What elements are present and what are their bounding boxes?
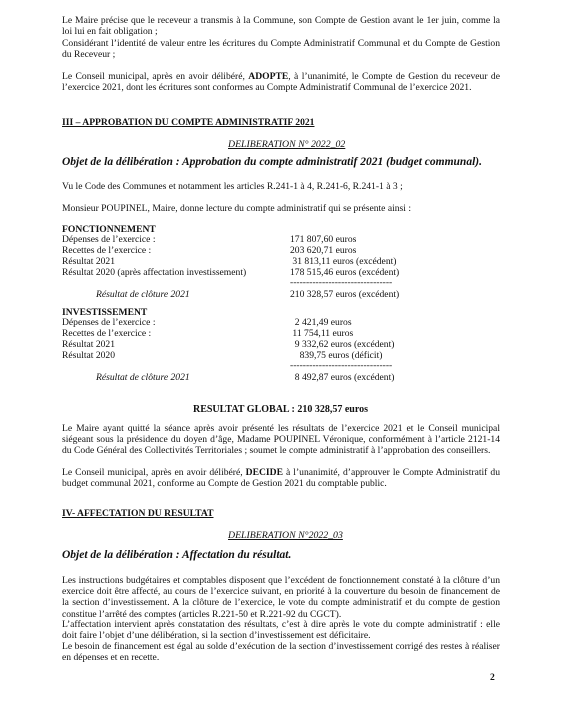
adopte-keyword: ADOPTE: [248, 71, 289, 82]
section-4-heading: IV- AFFECTATION DU RESULTAT: [62, 508, 214, 519]
section-4-paragraph-besoin: Le besoin de financement est égal au solde d’exécution de la section d’investissement corrigé des restes à réaliser en dépenses et en recette.: [62, 641, 500, 664]
invest-label: Résultat 2020: [62, 350, 116, 361]
section-3-objet: Objet de la délibération : Approbation du compte administratif 2021 (budget communal).: [62, 156, 482, 168]
invest-label: Recettes de l’exercice :: [62, 328, 152, 339]
section-4-paragraph-instructions: Les instructions budgétaires et comptables disposent que l’excédent de fonctionnement constaté à la clôture d’un exercice doit être affecté, au cours de l’exercice suivant, en priorité à la couverture du besoin de financement de la section d’investissement. A la clôture de l’exercice, le vote du compte administratif et du compte de gestion constitue l’arrêté des comptes (articles R.221-50 et R.221-92 du CGCT).: [62, 575, 500, 620]
fonct-value: 31 813,11 euros (excédent): [290, 256, 397, 267]
invest-label: Dépenses de l’exercice :: [62, 317, 156, 328]
section-3-paragraph-doyen: Le Maire ayant quitté la séance après avoir présenté les résultats de l’exercice 2021 et le Conseil municipal siégeant sous la présidence du doyen d’âge, Madame POUPINEL Véronique, conformément à l’article 2121-14 du Code Général des Collectivités Territoriales ; soumet le compte administratif à l’approbation des conseillers.: [62, 423, 500, 457]
invest-value: 9 332,62 euros (excédent): [290, 339, 395, 350]
section-3-lecture: Monsieur POUPINEL, Maire, donne lecture du compte administratif qui se présente ainsi :: [62, 203, 412, 214]
resultat-global: RESULTAT GLOBAL : 210 328,57 euros: [192, 404, 369, 415]
section-4-objet: Objet de la délibération : Affectation du résultat.: [62, 549, 292, 561]
fonct-label: Résultat 2021: [62, 256, 116, 267]
section-4-paragraph-affectation: L’affectation intervient après constatation des résultats, c’est à dire après le vote du compte administratif : elle doit faire l’objet d’une délibération, si la section d’investissement est déficitaire.: [62, 619, 500, 642]
intro-paragraph-adopte: Le Conseil municipal, après en avoir délibéré, ADOPTE, à l’unanimité, le Compte de Gestion du receveur de l’exercice 2021, dont les écritures sont conformes au Compte Administratif Communal de l’exercice 2021.: [62, 71, 500, 94]
invest-value: 2 421,49 euros: [290, 317, 352, 328]
section-3-paragraph-decide: Le Conseil municipal, après en avoir délibéré, DECIDE à l’unanimité, d’approuver le Compte Administratif du budget communal 2021, conforme au Compte de Gestion 2021 du comptable public.: [62, 467, 500, 490]
fonct-label: Recettes de l’exercice :: [62, 245, 152, 256]
invest-value: 839,75 euros (déficit): [290, 350, 383, 361]
invest-cloture-label: Résultat de clôture 2021: [96, 372, 190, 383]
invest-separator: --------------------------------: [290, 360, 393, 371]
section-3-deliberation-number: DELIBERATION N° 2022_02: [228, 139, 346, 150]
fonct-value: 203 620,71 euros: [290, 245, 357, 256]
fonct-label: Dépenses de l’exercice :: [62, 234, 156, 245]
fonct-cloture-value: 210 328,57 euros (excédent): [290, 289, 400, 300]
fonct-label: Résultat 2020 (après affectation investissement): [62, 267, 247, 278]
invest-label: Résultat 2021: [62, 339, 116, 350]
page-number: 2: [490, 672, 495, 683]
fonct-value: 171 807,60 euros: [290, 234, 357, 245]
section-3-heading: III – APPROBATION DU COMPTE ADMINISTRATIF 2021: [62, 117, 315, 128]
investissement-title: INVESTISSEMENT: [62, 307, 148, 318]
fonctionnement-title: FONCTIONNEMENT: [62, 224, 156, 235]
fonct-separator: --------------------------------: [290, 277, 393, 288]
fonct-value: 178 515,46 euros (excédent): [290, 267, 400, 278]
invest-value: 11 754,11 euros: [290, 328, 354, 339]
fonct-cloture-label: Résultat de clôture 2021: [96, 289, 190, 300]
invest-cloture-value: 8 492,87 euros (excédent): [290, 372, 395, 383]
section-3-vu-code: Vu le Code des Communes et notamment les articles R.241-1 à 4, R.241-6, R.241-1 à 3 ;: [62, 181, 403, 192]
intro-paragraph-receveur: Le Maire précise que le receveur a transmis à la Commune, son Compte de Gestion avant le 1er juin, comme la loi lui en fait obligation ;: [62, 15, 500, 38]
intro-paragraph-considerant: Considérant l’identité de valeur entre les écritures du Compte Administratif Communal et du Compte de Gestion du Receveur ;: [62, 38, 500, 61]
section-4-deliberation-number: DELIBERATION N°2022_03: [228, 530, 343, 541]
decide-keyword: DECIDE: [245, 467, 283, 478]
